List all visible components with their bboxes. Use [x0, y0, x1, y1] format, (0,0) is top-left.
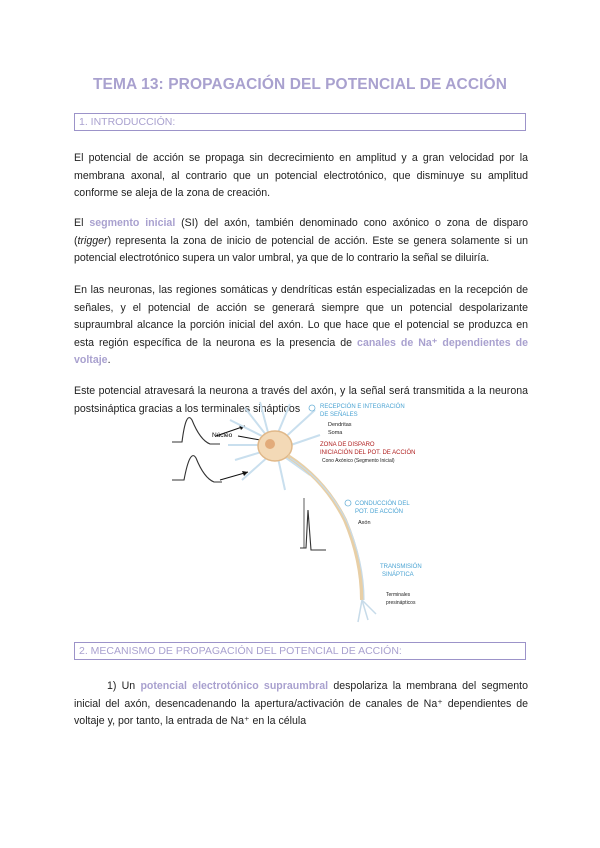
- highlight-segmento-inicial: segmento inicial: [89, 217, 176, 229]
- ap-trace-1: [172, 418, 220, 444]
- soma-shape: [258, 431, 292, 461]
- paragraph-axon: Este potencial atravesará la neurona a través del axón, y la señal será transmitida a la neurona postsináptica gracias a los terminales sinápticos: [74, 385, 528, 415]
- paragraph-intro: El potencial de acción se propaga sin decrecimiento en amplitud y a gran velocidad por la membrana axonal, al contrario que un potencial electrotónico, que disminuye su amplitud conforme se aleja de la zona de creación.: [74, 152, 528, 199]
- neuron-figure: [150, 400, 470, 625]
- section-heading-introduccion: 1. INTRODUCCIÓN:: [74, 113, 526, 131]
- svg-text:presinápticos: presinápticos: [386, 600, 416, 606]
- label-soma: Soma: [328, 430, 343, 436]
- paragraph-segmento-inicial: El segmento inicial (SI) del axón, también denominado cono axónico o zona de disparo (trigger) representa la zona de inicio de potencial de acción. Este se genera solamente si un potencial electrotónico supera un valor umbral, ya que de lo contrario la señal se diluiría.: [74, 217, 528, 264]
- highlight-canales-na: canales de Na⁺ dependientes de voltaje: [74, 336, 528, 366]
- axon-shape: [288, 456, 362, 600]
- label-axon: Axón: [358, 520, 371, 526]
- svg-text:SINÁPTICA: SINÁPTICA: [382, 572, 414, 578]
- page-title: TEMA 13: PROPAGACIÓN DEL POTENCIAL DE ACCIÓN: [92, 76, 508, 93]
- nucleus-shape: [265, 439, 275, 449]
- svg-text:POT. DE ACCIÓN: POT. DE ACCIÓN: [355, 509, 404, 515]
- italic-trigger: trigger: [77, 234, 108, 247]
- ap-trace-2: [172, 456, 222, 482]
- label-zona-disparo: ZONA DE DISPARO: [320, 442, 375, 448]
- label-dendritas: Dendritas: [328, 422, 352, 428]
- label-terminales: Terminales: [386, 592, 411, 598]
- terminals: [358, 600, 376, 622]
- section-heading-mecanismo: 2. MECANISMO DE PROPAGACIÓN DEL POTENCIAL DE ACCIÓN:: [74, 642, 526, 660]
- svg-text:INICIACIÓN DEL POT. DE ACCIÓN: INICIACIÓN DEL POT. DE ACCIÓN: [320, 450, 416, 456]
- highlight-potencial-electrotonico: potencial electrotónico supraumbral: [140, 680, 329, 692]
- label-recepcion: RECEPCIÓN E INTEGRACIÓN: [320, 404, 405, 410]
- paragraph-neuronas: En las neuronas, las regiones somáticas y dendríticas están especializadas en la recepción de señales, y el potencial de acción se generará siempre que un potencial despolarizante supraumbral alcance la porción inicial del axón. Lo que hace que el potencial se produzca en esta región específica de la neurona es la presencia de canales de Na⁺ dependientes de voltaje.: [74, 284, 528, 366]
- paragraph-mecanismo-1: 1) Un potencial electrotónico supraumbral despolariza la membrana del segmento inicial del axón, desencadenando la apertura/activación de canales de Na⁺ dependientes de voltaje y, por tanto, la entrada de Na⁺ en la célula: [74, 680, 529, 727]
- label-conduccion: CONDUCCIÓN DEL: [355, 501, 410, 507]
- label-transmision: TRANSMISIÓN: [380, 564, 422, 570]
- label-cono-axonico: Cono Axónico (Segmento Inicial): [322, 458, 395, 464]
- label-nucleo: Núcleo: [212, 432, 233, 439]
- svg-text:DE SEÑALES: DE SEÑALES: [320, 412, 358, 418]
